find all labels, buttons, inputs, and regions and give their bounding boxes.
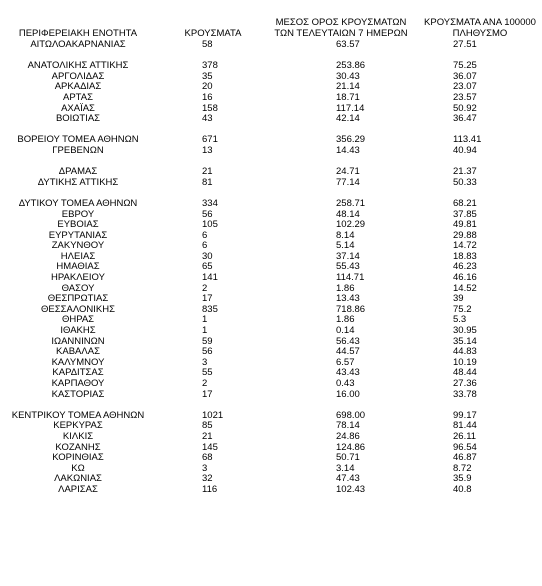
cases-cell[interactable]: 85 xyxy=(202,420,213,432)
seven-day-average-cell[interactable]: 114.71 xyxy=(336,272,365,284)
cases-cell[interactable]: 30 xyxy=(202,250,213,262)
cases-cell[interactable]: 35 xyxy=(202,70,213,82)
cases-cell[interactable]: 1021 xyxy=(202,409,224,421)
seven-day-average-cell[interactable]: 55.43 xyxy=(336,261,360,273)
region-cell[interactable]: ΑΡΓΟΛΙΔΑΣ xyxy=(51,70,105,82)
region-cell[interactable]: ΑΙΤΩΛΟΑΚΑΡΝΑΝΙΑΣ xyxy=(30,39,126,50)
header-avg-line1: ΜΕΣΟΣ ΟΡΟΣ ΚΡΟΥΣΜΑΤΩΝ xyxy=(275,17,407,28)
cases-cell[interactable]: 141 xyxy=(202,272,218,284)
header-avg-line2: ΤΩΝ ΤΕΛΕΥΤΑΙΩΝ 7 ΗΜΕΡΩΝ xyxy=(274,28,408,39)
cases-per-100000-cell[interactable]: 26.11 xyxy=(453,430,477,442)
cases-cell[interactable]: 43 xyxy=(202,113,213,125)
cases-cell[interactable]: 158 xyxy=(202,102,218,114)
seven-day-average-cell[interactable]: 13.43 xyxy=(336,293,360,305)
region-cell[interactable]: ΙΩΑΝΝΙΝΩΝ xyxy=(51,335,105,347)
table-row xyxy=(0,93,542,104)
cases-cell[interactable]: 16 xyxy=(202,91,213,103)
region-cell[interactable]: ΑΡΤΑΣ xyxy=(63,91,93,103)
cases-per-100000-cell[interactable]: 36.07 xyxy=(453,70,477,82)
cases-cell[interactable]: 671 xyxy=(202,134,218,146)
region-cell[interactable]: ΓΡΕΒΕΝΩΝ xyxy=(52,144,104,156)
table-row xyxy=(0,114,542,125)
cases-cell[interactable]: 116 xyxy=(202,483,218,495)
cases-per-100000-cell[interactable]: 30.95 xyxy=(453,325,477,337)
cases-per-100000-cell[interactable]: 40.8 xyxy=(453,483,472,495)
seven-day-average-cell[interactable]: 5.14 xyxy=(336,240,355,252)
cases-per-100000-cell[interactable]: 37.85 xyxy=(453,208,477,220)
cases-per-100000-cell[interactable]: 5.3 xyxy=(453,314,467,326)
seven-day-average-cell[interactable]: 24.71 xyxy=(336,166,360,178)
region-cell[interactable]: ΗΛΕΙΑΣ xyxy=(60,250,96,262)
seven-day-average-cell[interactable]: 43.43 xyxy=(336,367,360,379)
region-cell[interactable]: ΔΥΤΙΚΗΣ ΑΤΤΙΚΗΣ xyxy=(37,176,119,188)
cases-per-100000-cell[interactable]: 75.25 xyxy=(453,60,477,72)
cases-per-100000-cell[interactable]: 39 xyxy=(453,293,464,305)
region-cell[interactable]: ΔΡΑΜΑΣ xyxy=(58,166,98,178)
region-cell[interactable]: ΗΜΑΘΙΑΣ xyxy=(56,261,100,273)
seven-day-average-cell[interactable]: 0.43 xyxy=(336,378,355,389)
cases-cell[interactable]: 21 xyxy=(202,166,213,178)
region-cell[interactable]: ΗΡΑΚΛΕΙΟΥ xyxy=(51,272,105,284)
cases-per-100000-cell[interactable]: 21.37 xyxy=(453,166,477,178)
seven-day-average-cell[interactable]: 44.57 xyxy=(336,346,360,358)
header-per-line2: ΠΛΗΘΥΣΜΟ xyxy=(452,28,508,39)
cases-per-100000-cell[interactable]: 14.72 xyxy=(453,240,477,252)
cases-cell[interactable]: 13 xyxy=(202,144,213,156)
cases-cell[interactable]: 334 xyxy=(202,197,218,209)
region-cell[interactable]: ΚΟΖΑΝΗΣ xyxy=(55,441,101,453)
header-row xyxy=(0,0,542,40)
seven-day-average-cell[interactable]: 42.14 xyxy=(336,113,360,125)
cases-per-100000-cell[interactable]: 50.33 xyxy=(453,176,477,188)
seven-day-average-cell[interactable]: 1.86 xyxy=(336,314,355,326)
cases-cell[interactable]: 3 xyxy=(202,356,208,368)
cases-per-100000-cell[interactable]: 44.83 xyxy=(453,346,477,358)
cases-per-100000-cell[interactable]: 46.87 xyxy=(453,452,477,464)
header-seven-day-average[interactable] xyxy=(268,17,414,39)
seven-day-average-cell[interactable]: 102.29 xyxy=(336,219,366,231)
region-cell[interactable]: ΚΕΝΤΡΙΚΟΥ ΤΟΜΕΑ ΑΘΗΝΩΝ xyxy=(11,409,145,421)
cases-cell[interactable]: 105 xyxy=(202,219,218,231)
seven-day-average-cell[interactable]: 6.57 xyxy=(336,356,355,368)
header-per-line1: ΚΡΟΥΣΜΑΤΑ ΑΝΑ 100000 xyxy=(424,17,536,28)
region-cell[interactable]: ΑΝΑΤΟΛΙΚΗΣ ΑΤΤΙΚΗΣ xyxy=(27,60,129,72)
region-cell[interactable]: ΑΧΑΪΑΣ xyxy=(61,102,95,114)
cases-cell[interactable]: 835 xyxy=(202,303,218,315)
cases-cell[interactable]: 2 xyxy=(202,378,208,389)
seven-day-average-cell[interactable]: 78.14 xyxy=(336,420,360,432)
region-cell[interactable]: ΕΥΒΟΙΑΣ xyxy=(57,219,99,231)
cases-cell[interactable]: 56 xyxy=(202,346,213,358)
seven-day-average-cell[interactable]: 77.14 xyxy=(336,176,360,188)
region-cell[interactable]: ΚΑΣΤΟΡΙΑΣ xyxy=(51,388,105,400)
cases-per-100000-cell[interactable]: 18.83 xyxy=(453,250,477,262)
seven-day-average-cell[interactable]: 0.14 xyxy=(336,325,355,337)
region-cell[interactable]: ΔΥΤΙΚΟΥ ΤΟΜΕΑ ΑΘΗΝΩΝ xyxy=(18,197,138,209)
seven-day-average-cell[interactable]: 356.29 xyxy=(336,134,366,146)
cases-cell[interactable]: 65 xyxy=(202,261,213,273)
cases-per-100000-cell[interactable]: 33.78 xyxy=(453,388,477,400)
table-row xyxy=(0,390,542,401)
seven-day-average-cell[interactable]: 253.86 xyxy=(336,60,366,72)
cases-per-100000-cell[interactable]: 75.2 xyxy=(453,303,472,315)
seven-day-average-cell[interactable]: 63.57 xyxy=(336,39,360,50)
region-cell[interactable]: ΕΒΡΟΥ xyxy=(61,208,95,220)
cases-cell[interactable]: 378 xyxy=(202,60,218,72)
cases-per-100000-cell[interactable]: 68.21 xyxy=(453,197,477,209)
table-row xyxy=(0,432,542,443)
seven-day-average-cell[interactable]: 258.71 xyxy=(336,197,366,209)
table-row xyxy=(0,146,542,157)
cases-cell[interactable]: 2 xyxy=(202,282,208,294)
seven-day-average-cell[interactable]: 698.00 xyxy=(336,409,366,421)
region-cell[interactable]: ΚΑΡΠΑΘΟΥ xyxy=(51,378,105,389)
cases-cell[interactable]: 6 xyxy=(202,229,208,241)
cases-cell[interactable]: 1 xyxy=(202,314,208,326)
cases-per-100000-cell[interactable]: 40.94 xyxy=(453,144,477,156)
cases-cell[interactable]: 21 xyxy=(202,430,213,442)
cases-cell[interactable]: 1 xyxy=(202,325,208,337)
cases-per-100000-cell[interactable]: 8.72 xyxy=(453,462,472,474)
cases-cell[interactable]: 3 xyxy=(202,462,208,474)
cases-cell[interactable]: 81 xyxy=(202,176,213,188)
cases-per-100000-cell[interactable]: 35.9 xyxy=(453,473,472,485)
region-cell[interactable]: ΘΑΣΟΥ xyxy=(61,282,95,294)
seven-day-average-cell[interactable]: 16.00 xyxy=(336,388,360,400)
seven-day-average-cell[interactable]: 718.86 xyxy=(336,303,366,315)
seven-day-average-cell[interactable]: 30.43 xyxy=(336,70,360,82)
region-cell[interactable]: ΛΑΡΙΣΑΣ xyxy=(58,483,98,495)
cases-per-100000-cell[interactable]: 14.52 xyxy=(453,282,477,294)
table-body xyxy=(0,40,542,496)
cases-per-100000-cell[interactable]: 10.19 xyxy=(453,356,477,368)
cases-per-100000-cell[interactable]: 48.44 xyxy=(453,367,477,379)
seven-day-average-cell[interactable]: 18.71 xyxy=(336,91,360,103)
region-cell[interactable]: ΚΟΡΙΝΘΙΑΣ xyxy=(52,452,104,464)
seven-day-average-cell[interactable]: 8.14 xyxy=(336,229,355,241)
cases-per-100000-cell[interactable]: 96.54 xyxy=(453,441,477,453)
cases-per-100000-cell[interactable]: 23.57 xyxy=(453,91,477,103)
seven-day-average-cell[interactable]: 56.43 xyxy=(336,335,360,347)
cases-per-100000-cell[interactable]: 99.17 xyxy=(453,409,477,421)
cases-per-100000-cell[interactable]: 36.47 xyxy=(453,113,477,125)
seven-day-average-cell[interactable]: 21.14 xyxy=(336,81,360,93)
region-cell[interactable]: ΕΥΡΥΤΑΝΙΑΣ xyxy=(48,229,108,241)
region-cell[interactable]: ΒΟΡΕΙΟΥ ΤΟΜΕΑ ΑΘΗΝΩΝ xyxy=(17,134,139,146)
seven-day-average-cell[interactable]: 102.43 xyxy=(336,483,366,495)
region-cell[interactable]: ΚΙΛΚΙΣ xyxy=(62,430,94,442)
cases-per-100000-cell[interactable]: 46.23 xyxy=(453,261,477,273)
cases-per-100000-cell[interactable]: 29.88 xyxy=(453,229,477,241)
cases-cell[interactable]: 17 xyxy=(202,293,213,305)
cases-cell[interactable]: 56 xyxy=(202,208,213,220)
cases-cell[interactable]: 32 xyxy=(202,473,213,485)
region-cell[interactable]: ΛΑΚΩΝΙΑΣ xyxy=(54,473,102,485)
cases-cell[interactable]: 58 xyxy=(202,39,213,50)
table-row xyxy=(0,178,542,189)
header-cases-per-100000[interactable] xyxy=(418,17,542,39)
cases-per-100000-cell[interactable]: 35.14 xyxy=(453,335,477,347)
cases-cell[interactable]: 6 xyxy=(202,240,208,252)
cases-cell[interactable]: 55 xyxy=(202,367,213,379)
cases-per-100000-cell[interactable]: 27.36 xyxy=(453,378,477,389)
header-cases[interactable]: ΚΡΟΥΣΜΑΤΑ xyxy=(184,28,242,39)
region-cell[interactable]: ΑΡΚΑΔΙΑΣ xyxy=(54,81,102,93)
cases-cell[interactable]: 68 xyxy=(202,452,213,464)
region-cell[interactable]: ΚΩ xyxy=(71,462,85,474)
region-cell[interactable]: ΒΟΙΩΤΙΑΣ xyxy=(55,113,101,125)
cases-cell[interactable]: 145 xyxy=(202,441,218,453)
seven-day-average-cell[interactable]: 124.86 xyxy=(336,441,366,453)
cases-per-100000-cell[interactable]: 50.92 xyxy=(453,102,477,114)
seven-day-average-cell[interactable]: 117.14 xyxy=(336,102,365,114)
region-cell[interactable]: ΙΘΑΚΗΣ xyxy=(60,325,96,337)
cases-per-100000-cell[interactable]: 23.07 xyxy=(453,81,477,93)
table-row xyxy=(0,485,542,496)
seven-day-average-cell[interactable]: 24.86 xyxy=(336,430,360,442)
cases-cell[interactable]: 20 xyxy=(202,81,213,93)
cases-per-100000-cell[interactable]: 46.16 xyxy=(453,272,477,284)
cases-cell[interactable]: 17 xyxy=(202,388,213,400)
region-cell[interactable]: ΚΑΡΔΙΤΣΑΣ xyxy=(52,367,104,379)
cases-per-100000-cell[interactable]: 113.41 xyxy=(453,134,482,146)
region-cell[interactable]: ΚΑΒΑΛΑΣ xyxy=(56,346,100,358)
seven-day-average-cell[interactable]: 48.14 xyxy=(336,208,360,220)
seven-day-average-cell[interactable]: 37.14 xyxy=(336,250,360,262)
header-region[interactable]: ΠΕΡΙΦΕΡΕΙΑΚΗ ΕΝΟΤΗΤΑ xyxy=(18,28,138,39)
cases-per-100000-cell[interactable]: 49.81 xyxy=(453,219,477,231)
seven-day-average-cell[interactable]: 14.43 xyxy=(336,144,360,156)
cases-per-100000-cell[interactable]: 81.44 xyxy=(453,420,477,432)
region-cell[interactable]: ΘΕΣΣΑΛΟΝΙΚΗΣ xyxy=(41,303,115,315)
table-row xyxy=(0,379,542,390)
seven-day-average-cell[interactable]: 1.86 xyxy=(336,282,355,294)
seven-day-average-cell[interactable]: 47.43 xyxy=(336,473,360,485)
cases-cell[interactable]: 59 xyxy=(202,335,213,347)
seven-day-average-cell[interactable]: 50.71 xyxy=(336,452,360,464)
region-cell[interactable]: ΚΑΛΥΜΝΟΥ xyxy=(51,356,105,368)
region-cell[interactable]: ΘΗΡΑΣ xyxy=(61,314,95,326)
seven-day-average-cell[interactable]: 3.14 xyxy=(336,462,355,474)
table-row xyxy=(0,40,542,51)
region-cell[interactable]: ΚΕΡΚΥΡΑΣ xyxy=(53,420,103,432)
region-cell[interactable]: ΖΑΚΥΝΘΟΥ xyxy=(51,240,105,252)
region-cell[interactable]: ΘΕΣΠΡΩΤΙΑΣ xyxy=(47,293,109,305)
cases-per-100000-cell[interactable]: 27.51 xyxy=(453,39,477,50)
table-row xyxy=(0,199,542,210)
